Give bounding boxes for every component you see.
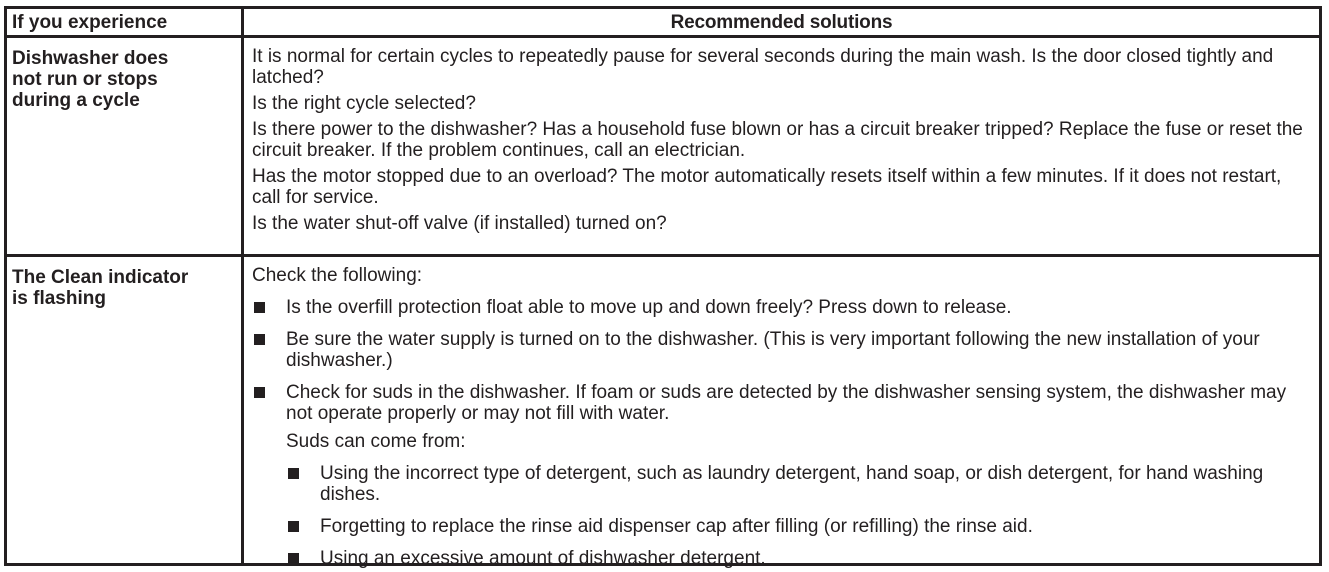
issue-line: during a cycle [12, 90, 140, 111]
sub-bullet-text: Forgetting to replace the rinse aid dispenser cap after filling (or refilling) the rinse aid. [320, 516, 1033, 537]
solution-paragraph: Is the water shut-off valve (if installed) turned on? [252, 213, 667, 234]
header-cell-issue [7, 9, 244, 35]
header-solutions-label: Recommended solutions [670, 12, 893, 33]
issue-line: not run or stops [12, 69, 158, 90]
bullet-item [252, 329, 1307, 371]
solution-intro: Check the following: [252, 265, 423, 286]
solution-paragraph: It is normal for certain cycles to repeatedly pause for several seconds during the main wash. Is the door closed tightly and latched? [252, 46, 1274, 88]
bullet-item [252, 382, 1307, 424]
table-row [7, 257, 1319, 569]
square-bullet-icon [286, 548, 320, 569]
sub-bullet-text: Using the incorrect type of detergent, such as laundry detergent, hand soap, or dish detergent, for hand washing dishes. [320, 463, 1264, 505]
sub-bullet-text: Using an excessive amount of dishwasher detergent. [320, 548, 766, 569]
square-bullet-icon [286, 516, 320, 537]
square-bullet-icon [286, 463, 320, 505]
issue-text [7, 38, 241, 111]
sub-bullet-item [286, 516, 1307, 537]
issue-line: The Clean indicator [12, 267, 189, 288]
issue-cell [7, 257, 244, 563]
bullet-text: Check for suds in the dishwasher. If foam or suds are detected by the dishwasher sensing system, the dishwasher may not operate properly or may not fill with water. [286, 382, 1287, 424]
solution-paragraph: Has the motor stopped due to an overload? The motor automatically resets itself within a few minutes. If it does not restart, call for service. [252, 166, 1282, 208]
issue-line: Dishwasher does [12, 48, 169, 69]
sub-bullet-item [286, 548, 1307, 569]
troubleshooting-table [4, 6, 1322, 569]
solution-text [244, 38, 1319, 234]
solution-cell [244, 257, 1319, 569]
issue-text [7, 257, 241, 309]
suds-intro: Suds can come from: [286, 431, 466, 452]
sub-bullet-item [286, 463, 1307, 505]
bullet-item [252, 297, 1307, 318]
issue-line: is flashing [12, 288, 106, 309]
header-cell-solutions [244, 9, 1319, 35]
solution-paragraph: Is there power to the dishwasher? Has a household fuse blown or has a circuit breaker tripped? Replace the fuse or reset the circuit breaker. If the problem continues, call an electrician. [252, 119, 1303, 161]
issue-cell [7, 38, 244, 254]
solution-paragraph: Is the right cycle selected? [252, 93, 476, 114]
solution-text [244, 257, 1319, 569]
bullet-text: Be sure the water supply is turned on to the dishwasher. (This is very important following the new installation of your dishwasher.) [286, 329, 1260, 371]
square-bullet-icon [252, 297, 286, 318]
header-issue-label: If you experience [12, 12, 168, 33]
table-header-row [7, 9, 1319, 38]
square-bullet-icon [252, 329, 286, 371]
table-row [7, 38, 1319, 257]
bullet-text: Is the overfill protection float able to move up and down freely? Press down to release. [286, 297, 1012, 318]
solution-cell [244, 38, 1319, 254]
square-bullet-icon [252, 382, 286, 424]
